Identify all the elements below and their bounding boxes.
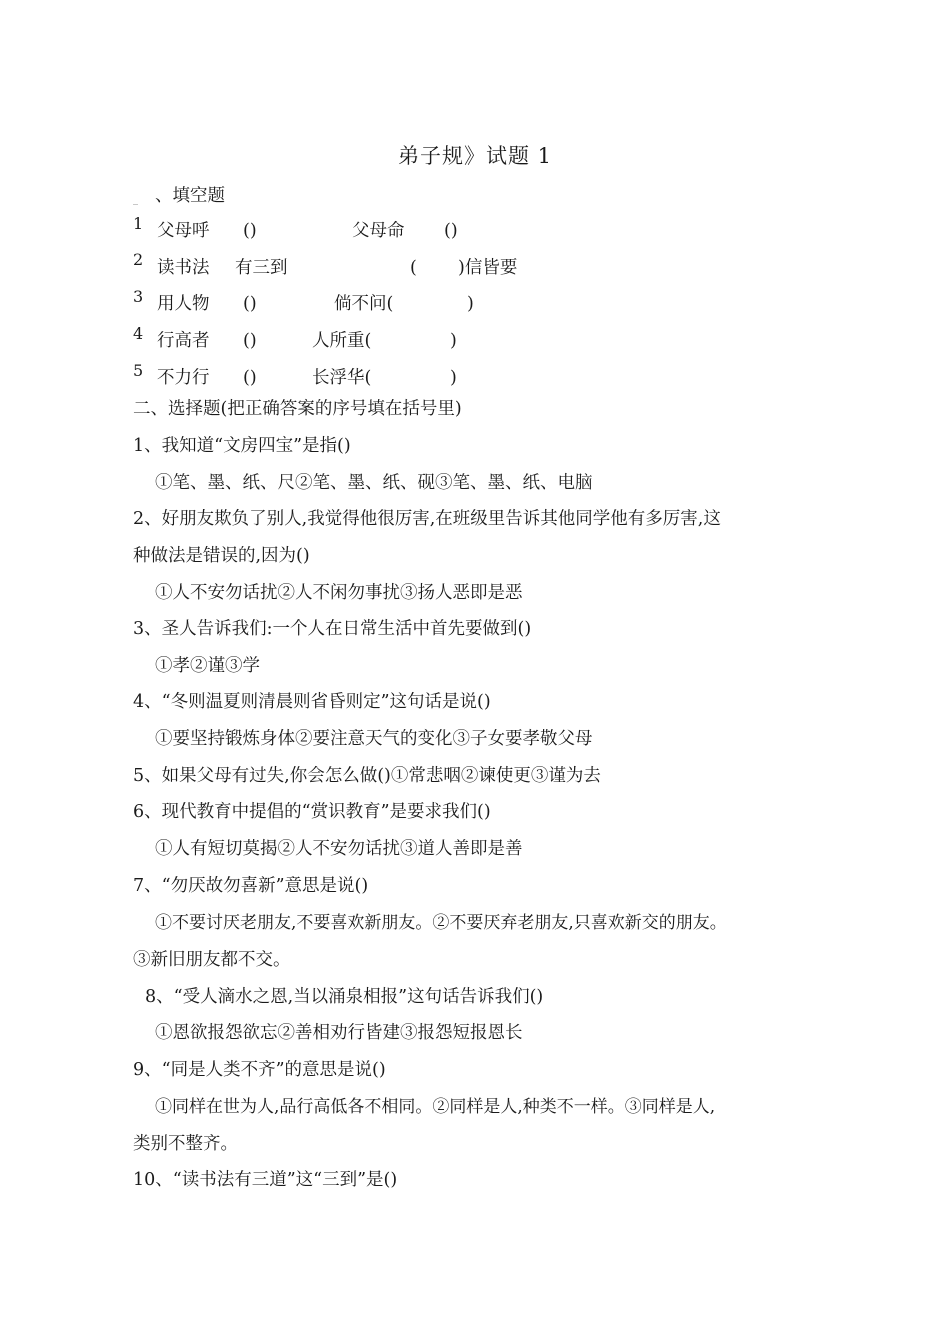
fill-blank: () bbox=[444, 221, 458, 241]
fill-text: 行高者 bbox=[157, 331, 210, 351]
question-options: ①笔、墨、纸、尺②笔、墨、纸、砚③笔、墨、纸、电脑 bbox=[155, 473, 593, 493]
question-options: ①人不安勿话扰②人不闲勿事扰③扬人恶即是恶 bbox=[155, 583, 523, 603]
fill-text: 长浮华( bbox=[312, 368, 372, 388]
fill-text: 人所重( bbox=[312, 331, 372, 351]
section1-heading: 、填空题 bbox=[155, 186, 225, 206]
question-text: 10、“读书法有三道”这“三到”是() bbox=[133, 1170, 398, 1190]
question-text: 4、“冬则温夏则清晨则省昏则定”这句话是说() bbox=[133, 692, 491, 712]
question-text: 2、好朋友欺负了别人,我觉得他很厉害,在班级里告诉其他同学他有多厉害,这 bbox=[133, 509, 721, 529]
question-options: ①恩欲报怨欲忘②善相劝行皆建③报怨短报恩长 bbox=[155, 1023, 523, 1043]
item-number: 2 bbox=[133, 250, 144, 269]
question-options: ①要坚持锻炼身体②要注意天气的变化③子女要孝敬父母 bbox=[155, 729, 593, 749]
fill-text: 有三到 bbox=[235, 258, 288, 278]
question-options: ③新旧朋友都不交。 bbox=[133, 950, 291, 970]
fill-text: 不力行 bbox=[157, 368, 210, 388]
fill-text: )信皆要 bbox=[458, 258, 518, 278]
page-title: 弟子规》试题 1 bbox=[397, 144, 553, 168]
question-options: ①孝②谨③学 bbox=[155, 656, 260, 676]
question-options: ①不要讨厌老朋友,不要喜欢新朋友。②不要厌弃老朋友,只喜欢新交的朋友。 bbox=[155, 913, 727, 933]
fill-blank: () bbox=[243, 294, 257, 314]
fill-text: 用人物 bbox=[157, 294, 210, 314]
question-text: 3、圣人告诉我们:一个人在日常生活中首先要做到() bbox=[133, 619, 532, 639]
fill-blank: ) bbox=[450, 331, 457, 351]
fill-blank: ) bbox=[450, 368, 457, 388]
fill-blank: () bbox=[243, 368, 257, 388]
question-text: 7、“勿厌故勿喜新”意思是说() bbox=[133, 876, 369, 896]
section2-heading: 二、选择题(把正确答案的序号填在括号里) bbox=[133, 399, 462, 419]
item-number: 3 bbox=[133, 287, 144, 306]
fill-blank: ( bbox=[410, 258, 417, 278]
question-text: 9、“同是人类不齐”的意思是说() bbox=[133, 1060, 386, 1080]
question-text: 1、我知道“文房四宝”是指() bbox=[133, 436, 351, 456]
fill-text: 倘不问( bbox=[334, 294, 394, 314]
item-number: 1 bbox=[133, 214, 144, 233]
question-text: 种做法是错误的,因为() bbox=[133, 546, 310, 566]
fill-blank: () bbox=[243, 221, 257, 241]
question-text: 8、“受人滴水之恩,当以涌泉相报”这句话告诉我们() bbox=[145, 987, 544, 1007]
question-options: ①同样在世为人,品行高低各不相同。②同样是人,种类不一样。③同样是人, bbox=[155, 1097, 716, 1117]
heading-dash-mark: _ bbox=[133, 194, 138, 205]
item-number: 4 bbox=[133, 324, 144, 343]
question-text: 5、如果父母有过失,你会怎么做()①常悲咽②谏使更③谨为去 bbox=[133, 766, 601, 786]
fill-blank: () bbox=[243, 331, 257, 351]
fill-text: 读书法 bbox=[157, 258, 210, 278]
question-options: ①人有短切莫揭②人不安勿话扰③道人善即是善 bbox=[155, 839, 523, 859]
fill-blank: ) bbox=[467, 294, 474, 314]
question-text: 6、现代教育中提倡的“赏识教育”是要求我们() bbox=[133, 802, 491, 822]
item-number: 5 bbox=[133, 361, 144, 380]
fill-text: 父母呼 bbox=[157, 221, 210, 241]
question-options: 类别不整齐。 bbox=[133, 1134, 238, 1154]
fill-text: 父母命 bbox=[352, 221, 405, 241]
